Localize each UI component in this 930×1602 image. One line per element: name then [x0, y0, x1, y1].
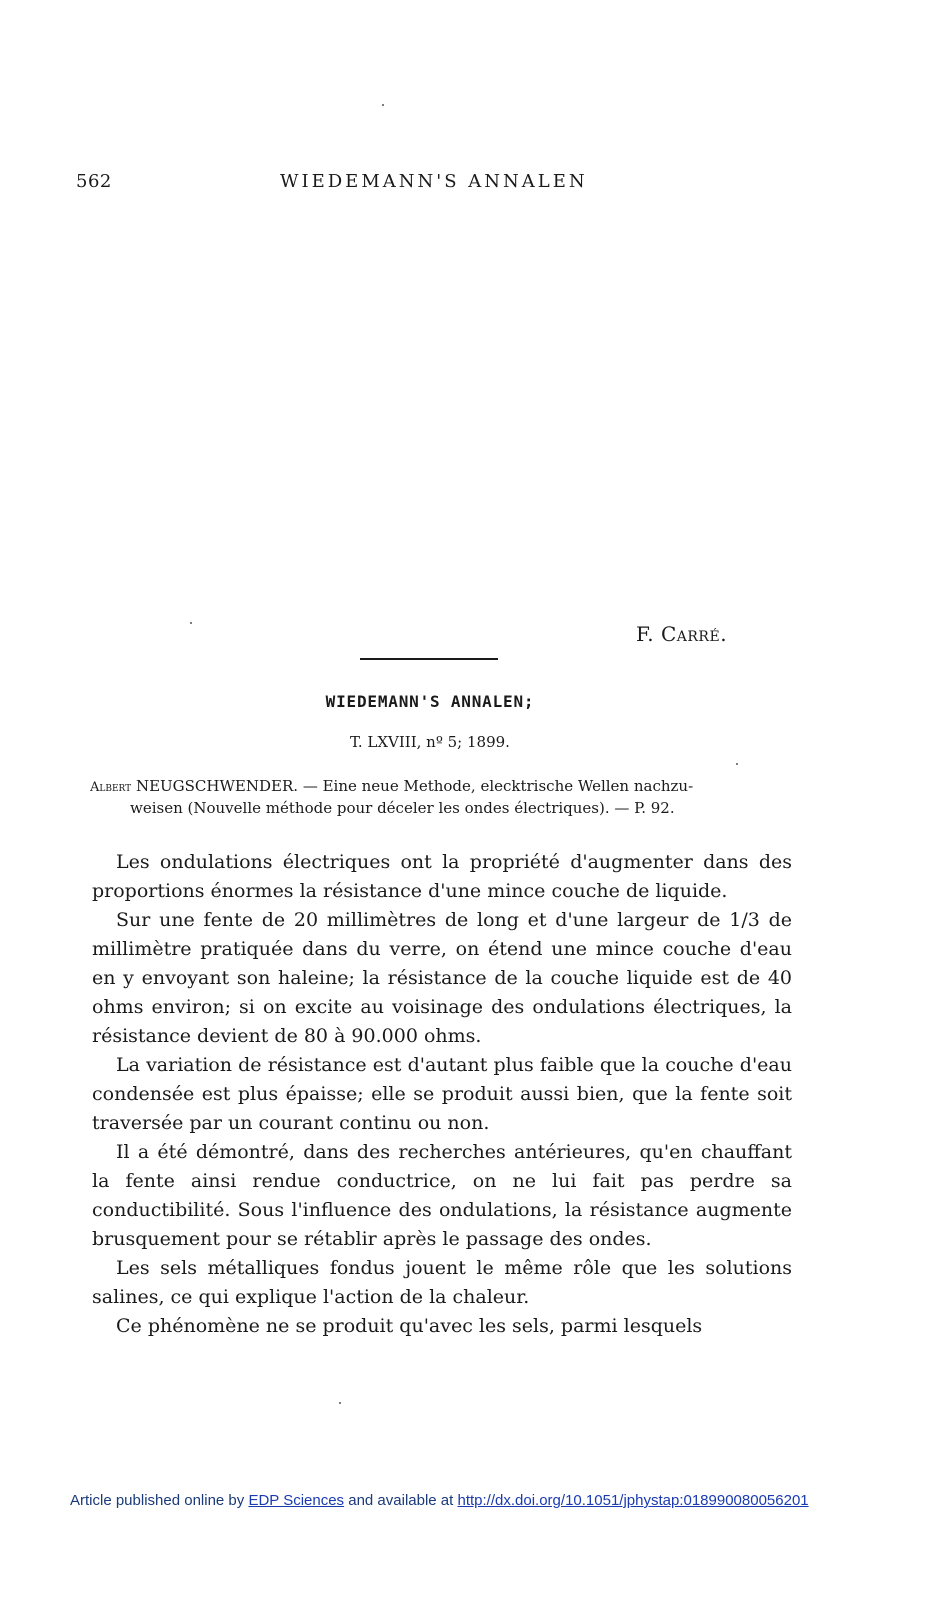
article-title-line1: — Eine neue Methode, elecktrische Wellen nachzu- — [302, 777, 694, 795]
speck — [382, 104, 384, 106]
article-title-line2: weisen (Nouvelle méthode pour déceler les ondes électriques). — P. 92. — [130, 799, 675, 817]
author-first-name: Albert — [90, 780, 132, 795]
footer-middle: and available at — [348, 1492, 454, 1509]
article-body — [92, 848, 792, 1341]
section-title: WIEDEMANN'S ANNALEN; — [325, 692, 535, 711]
publisher-link[interactable]: EDP Sciences — [248, 1492, 345, 1509]
speck — [339, 1402, 341, 1404]
running-head: WIEDEMANN'S ANNALEN — [280, 171, 588, 192]
article-reference — [90, 776, 790, 818]
paragraph: La variation de résistance est d'autant plus faible que la couche d'eau condensée est plus épaisse; elle se produit aussi bien, que la fente soit traversée par un courant continu ou non. — [92, 1054, 792, 1134]
section-divider — [360, 658, 498, 660]
speck — [190, 622, 192, 624]
paragraph: Sur une fente de 20 millimètres de long et d'une largeur de 1/3 de millimètre pratiquée dans du verre, on étend une mince couche d'eau en y envoyant son haleine; la résistance de la couche liquide est de 40 ohms environ; si on excite au voisinage des ondulations électriques, la résistance devient de 80 à 90.000 ohms. — [92, 909, 792, 1047]
page-number: 562 — [76, 171, 112, 192]
author-last-name: NEUGSCHWENDER. — [135, 777, 299, 795]
paragraph: Ce phénomène ne se produit qu'avec les sels, parmi lesquels — [116, 1315, 703, 1337]
publication-footer — [70, 1492, 809, 1509]
speck — [736, 763, 738, 765]
paragraph: Les sels métalliques fondus jouent le même rôle que les solutions salines, ce qui explique l'action de la chaleur. — [92, 1257, 792, 1308]
author-signature: F. Carré. — [636, 622, 728, 646]
paragraph: Les ondulations électriques ont la propriété d'augmenter dans des proportions énormes la résistance d'une mince couche de liquide. — [92, 851, 792, 902]
doi-link[interactable]: http://dx.doi.org/10.1051/jphystap:018990080056201 — [457, 1492, 809, 1509]
footer-prefix: Article published online by — [70, 1492, 245, 1509]
volume-reference: T. LXVIII, nº 5; 1899. — [350, 733, 510, 751]
paragraph: Il a été démontré, dans des recherches antérieures, qu'en chauffant la fente ainsi rendue conductrice, on ne lui fait pas perdre sa conductibilité. Sous l'influence des ondulations, la résistance augmente brusquement pour se rétablir après le passage des ondes. — [92, 1141, 792, 1250]
